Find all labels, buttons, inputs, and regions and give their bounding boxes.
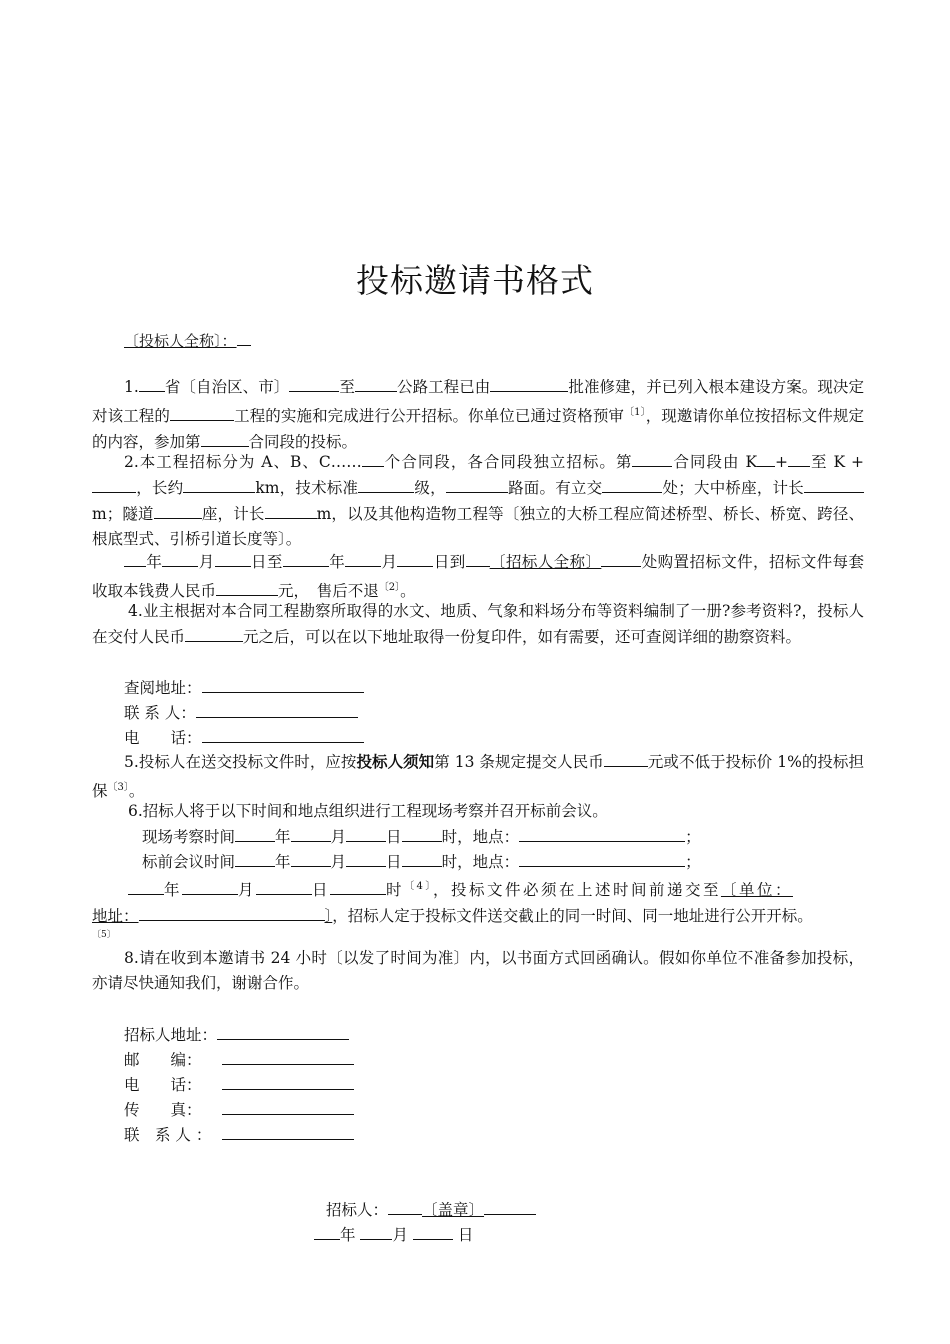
footnote-2: 〔2〕 [378, 582, 401, 593]
paragraph-5: 5.投标人在送交投标文件时，应按投标人须知第 13 条规定提交人民币 元或不低于投标价 1%的投标担保$^{〔3〕}$。 [92, 749, 864, 804]
footnote-1: 〔1〕 [624, 407, 646, 418]
paragraph-3: 年 月 日至 年 月 日到 〔招标人全称〕 处购置招标文件，招标文件每套收取本钱费人民币 元， 售后不退$^{〔2〕}$。 [92, 549, 864, 604]
signature-date: 年 月 日 [314, 1222, 473, 1248]
contact-address: 查阅地址： [124, 675, 364, 701]
signature-line: 招标人： 〔盖章〕 [326, 1197, 536, 1223]
contact-person: 联 系 人： [124, 700, 358, 726]
pre-bid-line: 标前会议时间 年 月 日 时，地点： ； [142, 849, 701, 875]
paragraph-1: 1. 省〔自治区、市〕 至 公路工程已由 批准修建，并已列入根本建设方案。现决定对该工程的 工程的实施和完成进行公开招标。你单位已通过资格预审$^{〔1〕}$，现邀请你单位按招标文件规定的内容，参加第 合同段的投标。 [92, 374, 864, 455]
footnote-3: 〔3〕 [107, 782, 129, 793]
footnote-4: 〔4〕 [404, 881, 433, 892]
paragraph-4: 4.业主根据对本合同工程勘察所取得的水文、地质、气象和料场分布等资料编制了一册?参考资料?，投标人在交付人民币 元之后，可以在以下地址取得一份复印件，如有需要，还可查阅详细的勘察资料。 [92, 602, 864, 646]
paragraph-6: 6.招标人将于以下时间和地点组织进行工程现场考察并召开标前会议。 [128, 802, 608, 820]
paragraph-7: 年 月 日 时$^{〔4〕}$，投标文件必须在上述时间前递交至〔单位： 地址： 〕，招标人定于投标文件送交截止的同一时间、同一地址进行公开开标。 〔5〕 [92, 874, 864, 941]
addressee: 〔投标人全称〕： [124, 328, 251, 351]
issuer-address: 招标人地址： [124, 1022, 349, 1048]
issuer-postcode: 邮 编： [124, 1047, 354, 1073]
document-title: 投标邀请书格式 [356, 261, 594, 300]
paragraph-8: 8.请在收到本邀请书 24 小时〔以发了时间为准〕内，以书面方式回函确认。假如你单位不准备参加投标，亦请尽快通知我们，谢谢合作。 [92, 949, 864, 992]
footnote-5: 〔5〕 [92, 930, 116, 941]
contact-phone: 电 话： [124, 725, 364, 751]
site-visit-line: 现场考察时间 年 月 日 时，地点： ； [142, 824, 701, 850]
issuer-contact-person: 联 系 人 ： [124, 1122, 354, 1148]
issuer-fax: 传 真： [124, 1097, 354, 1123]
paragraph-2: 2.本工程招标分为 A、B、C…… 个合同段，各合同段独立招标。第 合同段由 K + 至 K +，长约 km，技术标准 级， 路面。有立交 处；大中桥座，计长m；隧道 座，计长 m，以及其他构造物工程等〔独立的大桥工程应简述桥型、桥长、桥宽、跨径、根底型式、引桥引道长度等〕。 [92, 449, 864, 552]
issuer-phone: 电 话： [124, 1072, 354, 1098]
